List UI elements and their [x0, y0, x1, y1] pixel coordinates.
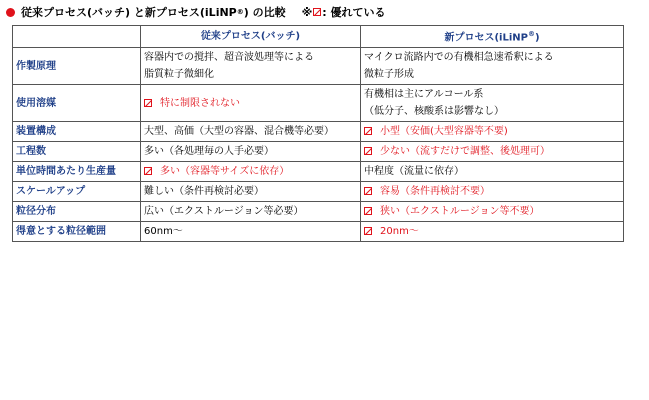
checked-box-icon [144, 99, 152, 107]
new-cell-text: 小型（安価(大型容器等不要) [380, 126, 508, 137]
new-cell-line: 微粒子形成 [364, 69, 414, 80]
table-row [13, 222, 624, 242]
old-cell-line: 脂質粒子微細化 [144, 69, 214, 80]
row-label: 単位時間あたり生産量 [13, 162, 141, 182]
heading-title-suffix: ) の比較 [243, 6, 286, 19]
row-label: スケールアップ [13, 182, 141, 202]
new-cell [361, 48, 624, 85]
table-row [13, 182, 624, 202]
old-cell-text: 特に制限されない [160, 97, 240, 109]
table-row [13, 48, 624, 85]
checked-box-icon [144, 167, 152, 175]
row-label: 粒径分布 [13, 202, 141, 222]
old-cell: 大型、高価（大型の容器、混合機等必要） [141, 122, 361, 142]
checked-box-icon [313, 8, 321, 16]
table-row [13, 122, 624, 142]
old-cell: 広い（エクストルージョン等必要） [141, 202, 361, 222]
new-cell-text: 20nm〜 [380, 226, 419, 237]
checked-box-icon [364, 207, 372, 215]
new-cell [361, 85, 624, 122]
header-new-process-text: 新プロセス(iLiNP [444, 32, 528, 44]
old-cell-text: 多い（容器等サイズに依存） [160, 166, 290, 177]
old-cell [141, 48, 361, 85]
legend-note-prefix: ※ [301, 5, 313, 19]
table-row [13, 142, 624, 162]
checked-box-icon [364, 147, 372, 155]
new-cell-line: マイクロ流路内での有機相急速希釈による [364, 52, 554, 63]
new-cell-line: （低分子、核酸系は影響なし） [364, 106, 504, 117]
legend-note [302, 4, 386, 20]
old-cell-line: 容器内での撹拌、超音波処理等による [144, 52, 314, 63]
new-cell [361, 142, 624, 162]
old-cell: 難しい（条件再検討必要） [141, 182, 361, 202]
new-cell-text: 容易（条件再検討不要） [380, 186, 490, 197]
new-cell-line: 有機相は主にアルコール系 [364, 89, 484, 100]
header-old-process: 従来プロセス(バッチ) [141, 26, 361, 48]
new-cell [361, 182, 624, 202]
row-label: 作製原理 [13, 48, 141, 85]
comparison-table [12, 25, 624, 242]
old-cell: 多い（各処理毎の人手必要） [141, 142, 361, 162]
new-cell [361, 222, 624, 242]
header-empty-cell [13, 26, 141, 48]
heading-title: 従来プロセス(バッチ) と新プロセス(iLiNP [21, 6, 237, 19]
header-new-registered-mark: ® [527, 30, 535, 39]
table-header-row [13, 26, 624, 48]
table-row [13, 85, 624, 122]
header-new-process [361, 26, 624, 48]
old-cell: 60nm〜 [141, 222, 361, 242]
heading-registered-mark: ® [236, 8, 244, 16]
new-cell-text: 少ない（流すだけで調整、後処理可） [380, 146, 550, 157]
table-row [13, 202, 624, 222]
row-label: 得意とする粒径範囲 [13, 222, 141, 242]
legend-note-text: : 優れている [322, 6, 386, 19]
row-label: 使用溶媒 [13, 85, 141, 122]
checked-box-icon [364, 127, 372, 135]
row-label: 工程数 [13, 142, 141, 162]
new-cell-text: 狭い（エクストルージョン等不要） [380, 206, 540, 217]
checked-box-icon [364, 227, 372, 235]
new-cell [361, 122, 624, 142]
page-heading [6, 4, 386, 20]
row-label: 装置構成 [13, 122, 141, 142]
red-dot-icon [6, 8, 15, 17]
old-cell [141, 85, 361, 122]
old-cell [141, 162, 361, 182]
header-new-process-suffix: ) [534, 32, 540, 44]
new-cell [361, 202, 624, 222]
checked-box-icon [364, 187, 372, 195]
table-row [13, 162, 624, 182]
new-cell: 中程度（流量に依存） [361, 162, 624, 182]
